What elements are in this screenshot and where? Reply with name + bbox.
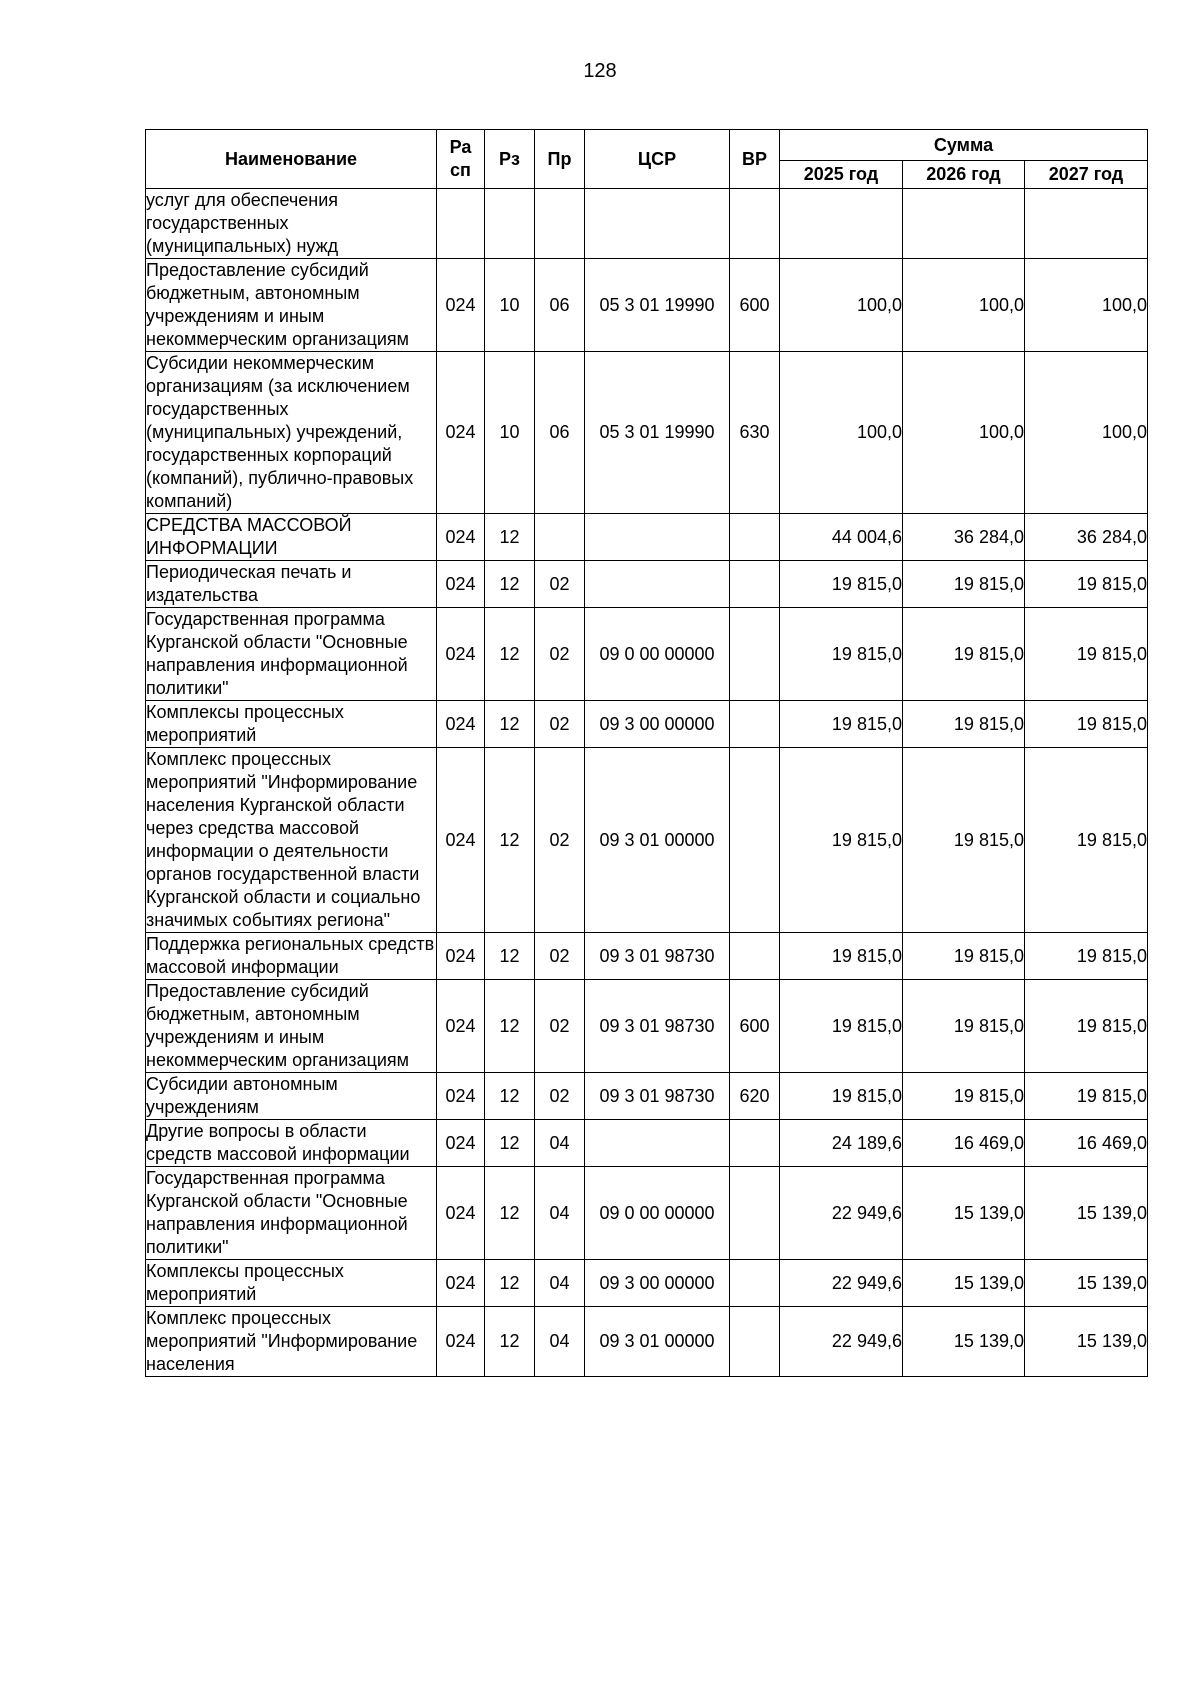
cell-amount-2027: 100,0	[1025, 352, 1148, 514]
cell-vr	[730, 561, 780, 608]
cell-amount-2025: 22 949,6	[780, 1260, 903, 1307]
header-name: Наименование	[146, 130, 437, 189]
cell-amount-2025: 19 815,0	[780, 561, 903, 608]
cell-amount-2025: 19 815,0	[780, 748, 903, 933]
table-row	[146, 980, 1148, 1073]
cell-rasp: 024	[437, 608, 485, 701]
cell-rz: 10	[485, 352, 535, 514]
cell-csr: 09 0 00 00000	[585, 608, 730, 701]
cell-amount-2027: 15 139,0	[1025, 1307, 1148, 1377]
cell-amount-2027: 19 815,0	[1025, 701, 1148, 748]
cell-amount-2025: 24 189,6	[780, 1120, 903, 1167]
cell-vr	[730, 1120, 780, 1167]
cell-amount-2026: 19 815,0	[903, 701, 1025, 748]
cell-pr: 02	[535, 608, 585, 701]
cell-rasp: 024	[437, 980, 485, 1073]
cell-pr: 02	[535, 748, 585, 933]
cell-name: Периодическая печать и издательства	[146, 561, 437, 608]
cell-name: Субсидии некоммерческим организациям (за исключением государственных (муниципальных) учреждений, государственных корпораций (компаний), публично-правовых компаний)	[146, 352, 437, 514]
cell-amount-2027: 19 815,0	[1025, 980, 1148, 1073]
cell-name: Поддержка региональных средств массовой информации	[146, 933, 437, 980]
cell-amount-2027: 15 139,0	[1025, 1260, 1148, 1307]
cell-amount-2026: 36 284,0	[903, 514, 1025, 561]
cell-pr: 06	[535, 259, 585, 352]
header-rasp: Ра сп	[437, 130, 485, 189]
cell-amount-2027: 16 469,0	[1025, 1120, 1148, 1167]
page-number: 128	[583, 60, 617, 82]
cell-amount-2026: 100,0	[903, 352, 1025, 514]
cell-csr: 09 3 01 00000	[585, 748, 730, 933]
cell-vr	[730, 748, 780, 933]
cell-pr: 04	[535, 1307, 585, 1377]
cell-csr: 09 0 00 00000	[585, 1167, 730, 1260]
header-vr: ВР	[730, 130, 780, 189]
cell-csr: 09 3 01 00000	[585, 1307, 730, 1377]
cell-amount-2026: 19 815,0	[903, 980, 1025, 1073]
header-year-2026: 2026 год	[903, 161, 1025, 189]
cell-rasp: 024	[437, 1307, 485, 1377]
cell-amount-2026: 19 815,0	[903, 933, 1025, 980]
cell-rz: 12	[485, 1120, 535, 1167]
cell-pr	[535, 514, 585, 561]
cell-vr: 600	[730, 980, 780, 1073]
header-year-2025: 2025 год	[780, 161, 903, 189]
cell-csr	[585, 514, 730, 561]
cell-csr: 09 3 00 00000	[585, 701, 730, 748]
table-row	[146, 1073, 1148, 1120]
cell-amount-2027: 100,0	[1025, 259, 1148, 352]
cell-amount-2026: 15 139,0	[903, 1167, 1025, 1260]
cell-rasp	[437, 189, 485, 259]
cell-vr	[730, 1260, 780, 1307]
cell-amount-2026: 15 139,0	[903, 1307, 1025, 1377]
cell-vr	[730, 1307, 780, 1377]
cell-rasp: 024	[437, 1167, 485, 1260]
cell-rz: 12	[485, 933, 535, 980]
cell-amount-2026: 15 139,0	[903, 1260, 1025, 1307]
cell-name: услуг для обеспечения государственных (муниципальных) нужд	[146, 189, 437, 259]
cell-rz: 12	[485, 1260, 535, 1307]
cell-rz: 12	[485, 1307, 535, 1377]
cell-amount-2025: 100,0	[780, 352, 903, 514]
cell-amount-2027: 15 139,0	[1025, 1167, 1148, 1260]
cell-vr	[730, 701, 780, 748]
table-row	[146, 1167, 1148, 1260]
cell-amount-2026: 19 815,0	[903, 561, 1025, 608]
cell-amount-2025: 19 815,0	[780, 980, 903, 1073]
cell-rz: 12	[485, 608, 535, 701]
cell-name: СРЕДСТВА МАССОВОЙ ИНФОРМАЦИИ	[146, 514, 437, 561]
cell-amount-2026	[903, 189, 1025, 259]
cell-rz: 12	[485, 1167, 535, 1260]
cell-amount-2026: 19 815,0	[903, 748, 1025, 933]
cell-amount-2026: 19 815,0	[903, 608, 1025, 701]
cell-csr: 09 3 01 98730	[585, 980, 730, 1073]
cell-rasp: 024	[437, 748, 485, 933]
header-pr: Пр	[535, 130, 585, 189]
cell-amount-2025	[780, 189, 903, 259]
cell-amount-2027: 19 815,0	[1025, 933, 1148, 980]
cell-name: Комплексы процессных мероприятий	[146, 1260, 437, 1307]
header-sum: Сумма	[780, 130, 1148, 161]
cell-amount-2027: 19 815,0	[1025, 1073, 1148, 1120]
cell-vr	[730, 1167, 780, 1260]
table-body	[146, 189, 1148, 1377]
cell-pr: 02	[535, 933, 585, 980]
cell-name: Государственная программа Курганской области "Основные направления информационной политики"	[146, 608, 437, 701]
cell-rasp: 024	[437, 933, 485, 980]
cell-csr	[585, 561, 730, 608]
cell-name: Комплексы процессных мероприятий	[146, 701, 437, 748]
cell-rz: 12	[485, 980, 535, 1073]
cell-amount-2026: 19 815,0	[903, 1073, 1025, 1120]
cell-amount-2026: 16 469,0	[903, 1120, 1025, 1167]
cell-name: Предоставление субсидий бюджетным, автономным учреждениям и иным некоммерческим организациям	[146, 259, 437, 352]
cell-pr: 02	[535, 1073, 585, 1120]
cell-amount-2025: 100,0	[780, 259, 903, 352]
table-row	[146, 514, 1148, 561]
cell-name: Комплекс процессных мероприятий "Информирование населения Курганской области через средства массовой информации о деятельности органов государственной власти Курганской области и социально значимых событиях региона"	[146, 748, 437, 933]
header-rz: Рз	[485, 130, 535, 189]
cell-rasp: 024	[437, 701, 485, 748]
cell-pr: 04	[535, 1260, 585, 1307]
cell-vr: 620	[730, 1073, 780, 1120]
cell-amount-2026: 100,0	[903, 259, 1025, 352]
cell-pr	[535, 189, 585, 259]
table-row	[146, 259, 1148, 352]
cell-vr	[730, 514, 780, 561]
cell-rasp: 024	[437, 1073, 485, 1120]
cell-rasp: 024	[437, 259, 485, 352]
cell-csr: 09 3 00 00000	[585, 1260, 730, 1307]
cell-rz: 12	[485, 561, 535, 608]
table-row	[146, 701, 1148, 748]
cell-vr	[730, 608, 780, 701]
table-row	[146, 189, 1148, 259]
table-row	[146, 1307, 1148, 1377]
cell-vr	[730, 189, 780, 259]
cell-rz: 12	[485, 748, 535, 933]
cell-rasp: 024	[437, 1120, 485, 1167]
cell-csr: 05 3 01 19990	[585, 352, 730, 514]
cell-csr	[585, 1120, 730, 1167]
cell-amount-2027: 19 815,0	[1025, 608, 1148, 701]
cell-csr: 09 3 01 98730	[585, 933, 730, 980]
table-row	[146, 352, 1148, 514]
cell-vr: 600	[730, 259, 780, 352]
cell-rz: 12	[485, 1073, 535, 1120]
cell-name: Государственная программа Курганской области "Основные направления информационной политики"	[146, 1167, 437, 1260]
cell-amount-2027: 19 815,0	[1025, 561, 1148, 608]
cell-pr: 04	[535, 1167, 585, 1260]
table-header-row	[146, 130, 1148, 161]
table-row	[146, 1260, 1148, 1307]
cell-name: Предоставление субсидий бюджетным, автономным учреждениям и иным некоммерческим организациям	[146, 980, 437, 1073]
table-row	[146, 1120, 1148, 1167]
header-year-2027: 2027 год	[1025, 161, 1148, 189]
cell-rz	[485, 189, 535, 259]
cell-amount-2025: 22 949,6	[780, 1167, 903, 1260]
cell-vr	[730, 933, 780, 980]
table-row	[146, 933, 1148, 980]
cell-rasp: 024	[437, 561, 485, 608]
cell-pr: 02	[535, 561, 585, 608]
cell-rz: 10	[485, 259, 535, 352]
cell-pr: 06	[535, 352, 585, 514]
cell-csr: 09 3 01 98730	[585, 1073, 730, 1120]
cell-amount-2025: 22 949,6	[780, 1307, 903, 1377]
cell-csr: 05 3 01 19990	[585, 259, 730, 352]
cell-amount-2025: 19 815,0	[780, 701, 903, 748]
cell-csr	[585, 189, 730, 259]
table-row	[146, 608, 1148, 701]
cell-rasp: 024	[437, 514, 485, 561]
cell-rz: 12	[485, 701, 535, 748]
cell-amount-2027: 36 284,0	[1025, 514, 1148, 561]
budget-table	[145, 129, 1148, 1377]
cell-rz: 12	[485, 514, 535, 561]
cell-name: Субсидии автономным учреждениям	[146, 1073, 437, 1120]
cell-vr: 630	[730, 352, 780, 514]
cell-pr: 02	[535, 980, 585, 1073]
cell-rasp: 024	[437, 352, 485, 514]
table-row	[146, 748, 1148, 933]
cell-name: Комплекс процессных мероприятий "Информирование населения	[146, 1307, 437, 1377]
cell-pr: 04	[535, 1120, 585, 1167]
cell-amount-2027	[1025, 189, 1148, 259]
cell-name: Другие вопросы в области средств массовой информации	[146, 1120, 437, 1167]
header-csr: ЦСР	[585, 130, 730, 189]
cell-amount-2025: 19 815,0	[780, 608, 903, 701]
cell-amount-2025: 19 815,0	[780, 933, 903, 980]
cell-rasp: 024	[437, 1260, 485, 1307]
cell-amount-2027: 19 815,0	[1025, 748, 1148, 933]
cell-amount-2025: 19 815,0	[780, 1073, 903, 1120]
table-row	[146, 561, 1148, 608]
cell-amount-2025: 44 004,6	[780, 514, 903, 561]
cell-pr: 02	[535, 701, 585, 748]
